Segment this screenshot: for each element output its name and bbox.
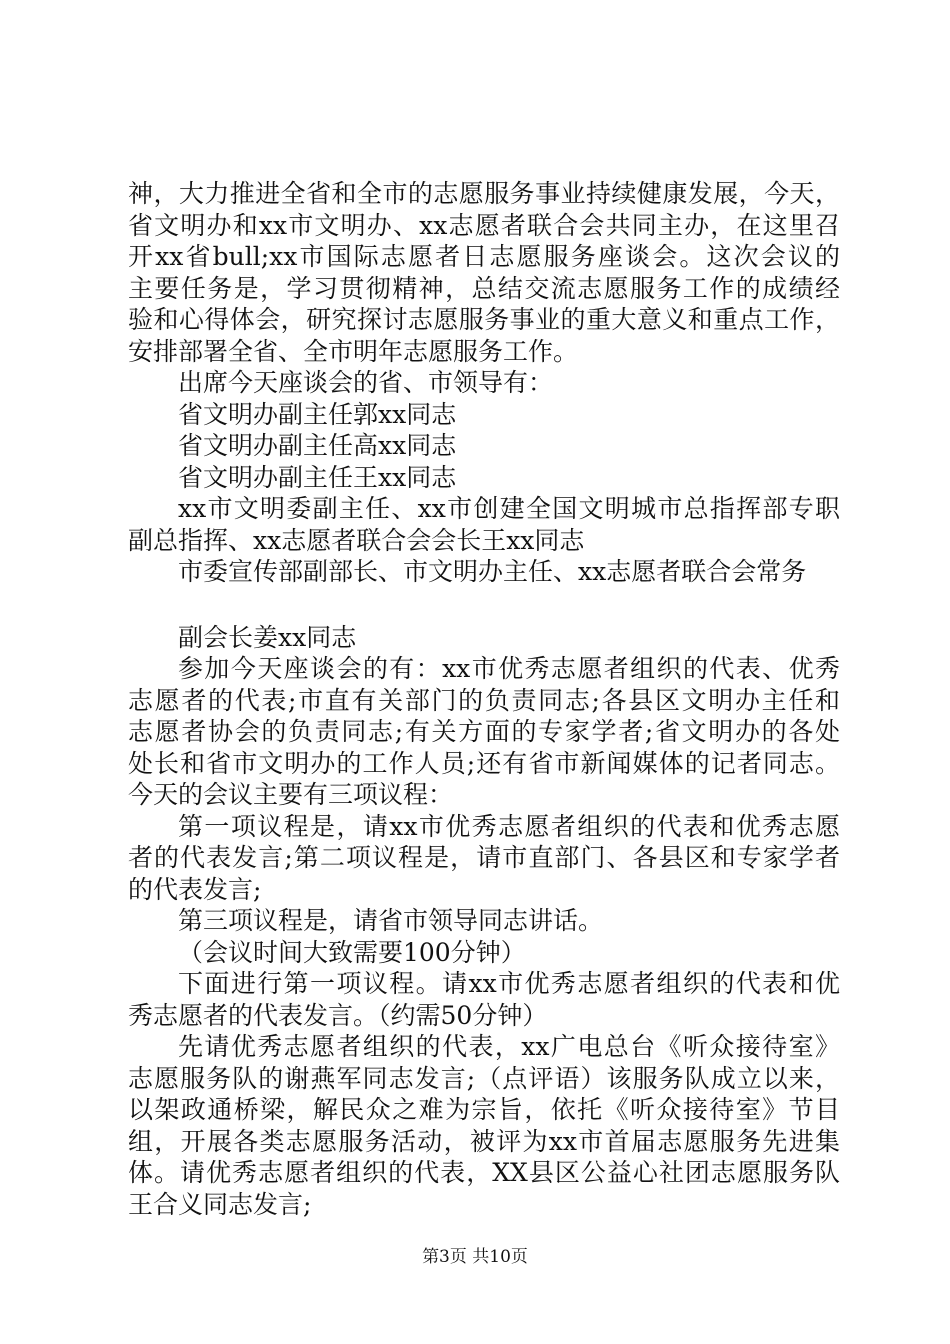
- text-line: 主要任务是，学习贯彻精神，总结交流志愿服务工作的成绩经: [128, 273, 840, 303]
- text-line: 省文明办副主任王xx同志: [178, 462, 457, 492]
- spacer: [128, 588, 840, 622]
- text-line: 者的代表发言;第二项议程是，请市直部门、各县区和专家学者: [128, 843, 840, 872]
- text-line: 志愿者协会的负责同志;有关方面的专家学者;省文明办的各处: [128, 717, 840, 746]
- text-line: 体。请优秀志愿者组织的代表，XX县区公益心社团志愿服务队: [128, 1158, 840, 1187]
- text-line: 今天的会议主要有三项议程：: [128, 780, 454, 809]
- text-line: 市委宣传部副部长、市文明办主任、xx志愿者联合会常务: [178, 557, 807, 586]
- text-line: 安排部署全省、全市明年志愿服务工作。: [128, 336, 579, 366]
- text-line: 省文明办副主任郭xx同志: [178, 399, 457, 429]
- text-line: 副总指挥、xx志愿者联合会会长王xx同志: [128, 525, 585, 555]
- text-line: 下面进行第一项议程。请xx市优秀志愿者组织的代表和优: [178, 969, 840, 998]
- text-line: 第一项议程是，请xx市优秀志愿者组织的代表和优秀志愿: [178, 811, 840, 841]
- text-line: 参加今天座谈会的有：xx市优秀志愿者组织的代表、优秀: [178, 654, 840, 683]
- text-line: 处长和省市文明办的工作人员;还有省市新闻媒体的记者同志。: [128, 748, 840, 778]
- text-line: 以架政通桥梁，解民众之难为宗旨，依托《听众接待室》节目: [128, 1095, 840, 1124]
- text-line: （会议时间大致需要100分钟）: [178, 937, 526, 967]
- text-line: 验和心得体会，研究探讨志愿服务事业的重大意义和重点工作，: [128, 305, 840, 334]
- text-line: 省文明办和xx市文明办、xx志愿者联合会共同主办，在这里召: [128, 210, 840, 240]
- document-body: [128, 178, 840, 1220]
- text-line: 秀志愿者的代表发言。（约需50分钟）: [128, 1000, 548, 1030]
- text-line: 第三项议程是，请省市领导同志讲话。: [178, 906, 604, 935]
- text-line: 志愿者的代表;市直有关部门的负责同志;各县区文明办主任和: [128, 685, 840, 715]
- text-line: 神，大力推进全省和全市的志愿服务事业持续健康发展，今天，: [128, 179, 840, 208]
- text-line: 开xx省bull;xx市国际志愿者日志愿服务座谈会。这次会议的: [128, 242, 840, 271]
- text-line: 组，开展各类志愿服务活动，被评为xx市首届志愿服务先进集: [128, 1126, 840, 1156]
- page-number-footer: 第3页 共10页: [422, 1247, 528, 1267]
- text-line: xx市文明委副主任、xx市创建全国文明城市总指挥部专职: [178, 494, 840, 523]
- text-line: 王合义同志发言;: [128, 1189, 312, 1219]
- text-line: 志愿服务队的谢燕军同志发言;（点评语）该服务队成立以来，: [128, 1063, 840, 1093]
- text-line: 先请优秀志愿者组织的代表，xx广电总台《听众接待室》: [178, 1032, 840, 1061]
- text-line: 省文明办副主任高xx同志: [178, 431, 457, 460]
- text-line: 的代表发言;: [128, 874, 262, 904]
- text-line: 副会长姜xx同志: [178, 622, 357, 652]
- text-line: 出席今天座谈会的省、市领导有：: [178, 368, 554, 397]
